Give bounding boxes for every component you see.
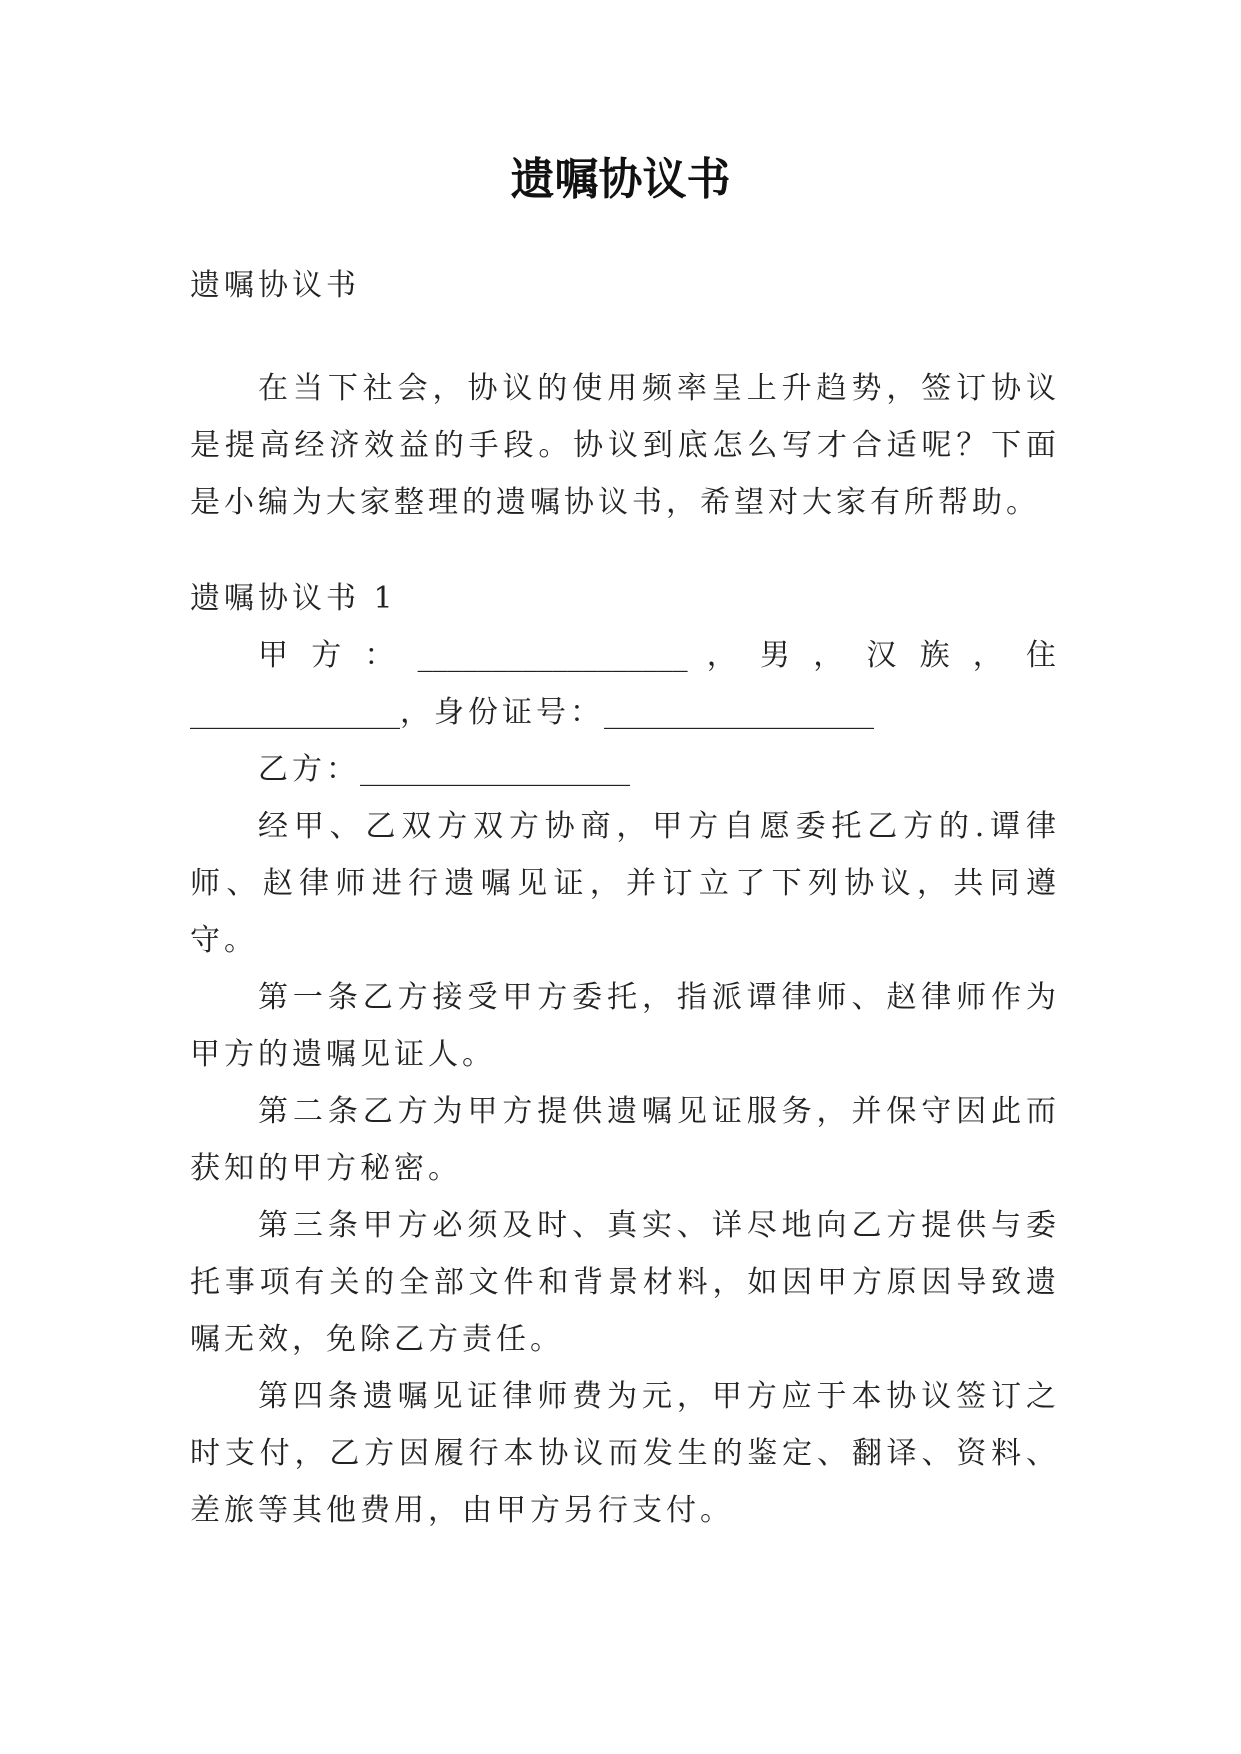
document-subtitle-block [190,257,1060,314]
party-a-info: ，男，汉族，住 [687,638,1061,673]
clause-paragraph: 第三条甲方必须及时、真实、详尽地向乙方提供与委托事项有关的全部文件和背景材料，如因甲方原因导致遗嘱无效，免除乙方责任。 [190,1208,1060,1357]
document-subtitle: 遗嘱协议书 [190,268,360,303]
agreement-body [190,570,1060,1539]
clause-paragraph: 第一条乙方接受甲方委托，指派谭律师、赵律师作为甲方的遗嘱见证人。 [190,980,1060,1072]
party-a-label: 甲方： [258,638,418,673]
clause-paragraph: 第四条遗嘱见证律师费为元，甲方应于本协议签订之时支付，乙方因履行本协议而发生的鉴定、翻译、资料、差旅等其他费用，由甲方另行支付。 [190,1379,1060,1528]
section-heading: 遗嘱协议书 1 [190,581,397,616]
party-a-address-blank: ______________ [190,695,400,730]
intro-block [190,360,1060,531]
party-a-line [190,627,1060,684]
party-b-blank: __________________ [360,752,630,787]
clause-paragraph: 经甲、乙双方双方协商，甲方自愿委托乙方的.谭律师、赵律师进行遗嘱见证，并订立了下列协议，共同遵守。 [190,809,1060,958]
document-title: 遗嘱协议书 [510,154,731,205]
party-b-line [190,741,1060,798]
party-a-id-blank: __________________ [604,695,874,730]
clause-paragraph: 第二条乙方为甲方提供遗嘱见证服务，并保守因此而获知的甲方秘密。 [190,1094,1060,1186]
party-a-name-blank: __________________ [417,638,688,673]
intro-paragraph: 在当下社会，协议的使用频率呈上升趋势，签订协议是提高经济效益的手段。协议到底怎么写才合适呢？下面是小编为大家整理的遗嘱协议书，希望对大家有所帮助。 [190,371,1060,520]
party-b-label: 乙方： [258,752,360,787]
party-a-id-label: ，身份证号： [400,695,604,730]
party-a-line-2 [190,684,1060,741]
